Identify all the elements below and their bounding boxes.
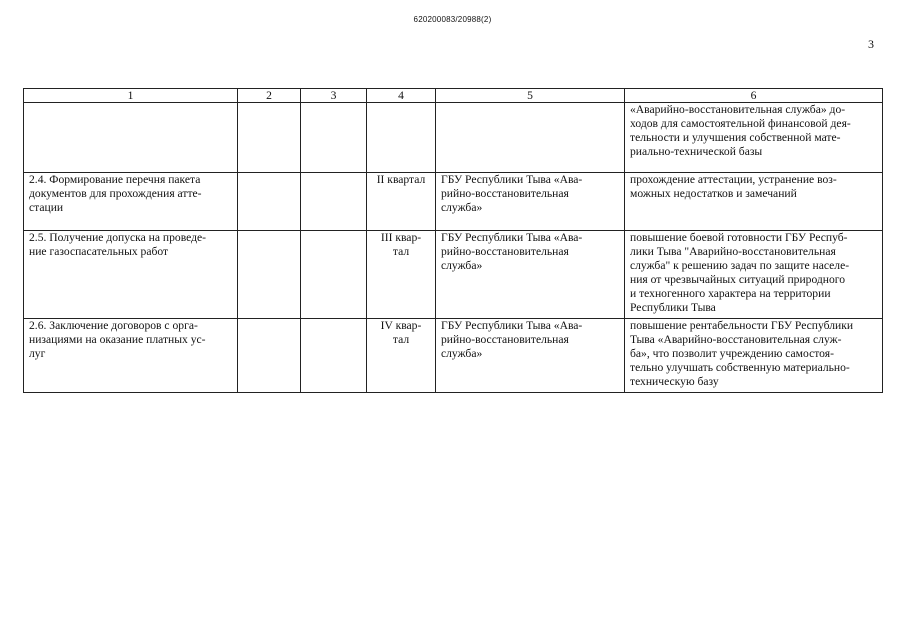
cell-task (24, 103, 238, 173)
table-row (24, 173, 883, 231)
table-header-row (24, 89, 883, 103)
cell-col3 (301, 103, 367, 173)
column-header: 6 (625, 89, 883, 103)
cell-result: повышение рентабельности ГБУ Республики Тыва «Аварийно-восстановительная служ- ба», что позволит учреждению самостоя- тельно улучшать собственную материально- техническую базу (625, 319, 883, 393)
table-row (24, 103, 883, 173)
cell-col2 (238, 231, 301, 319)
cell-col3 (301, 231, 367, 319)
cell-result: прохождение аттестации, устранение воз- можных недостатков и замечаний (625, 173, 883, 231)
cell-col2 (238, 319, 301, 393)
column-header: 1 (24, 89, 238, 103)
cell-period: IV квар- тал (367, 319, 436, 393)
cell-task: 2.4. Формирование перечня пакета документов для прохождения атте- стации (24, 173, 238, 231)
cell-period: III квар- тал (367, 231, 436, 319)
plan-table (23, 88, 883, 393)
column-header: 3 (301, 89, 367, 103)
cell-period: II квартал (367, 173, 436, 231)
document-id: 620200083/20988(2) (413, 15, 492, 24)
table-row (24, 319, 883, 393)
cell-col2 (238, 103, 301, 173)
cell-col2 (238, 173, 301, 231)
cell-col3 (301, 173, 367, 231)
cell-executor (436, 103, 625, 173)
cell-task: 2.6. Заключение договоров с орга- низациями на оказание платных ус- луг (24, 319, 238, 393)
column-header: 2 (238, 89, 301, 103)
cell-task: 2.5. Получение допуска на проведе- ние газоспасательных работ (24, 231, 238, 319)
column-header: 4 (367, 89, 436, 103)
table-row (24, 231, 883, 319)
cell-executor: ГБУ Республики Тыва «Ава- рийно-восстановительная служба» (436, 319, 625, 393)
cell-executor: ГБУ Республики Тыва «Ава- рийно-восстановительная служба» (436, 231, 625, 319)
cell-col3 (301, 319, 367, 393)
page-number: 3 (868, 37, 874, 51)
cell-result: повышение боевой готовности ГБУ Респуб- лики Тыва "Аварийно-восстановительная служба" к решению задач по защите населе- ния от чрезвычайных ситуаций природного и техногенного характера на территории Республики Тыва (625, 231, 883, 319)
column-header: 5 (436, 89, 625, 103)
cell-result: «Аварийно-восстановительная служба» до- ходов для самостоятельной финансовой дея- тельности и улучшения собственной мате- риально-технической базы (625, 103, 883, 173)
cell-period (367, 103, 436, 173)
cell-executor: ГБУ Республики Тыва «Ава- рийно-восстановительная служба» (436, 173, 625, 231)
